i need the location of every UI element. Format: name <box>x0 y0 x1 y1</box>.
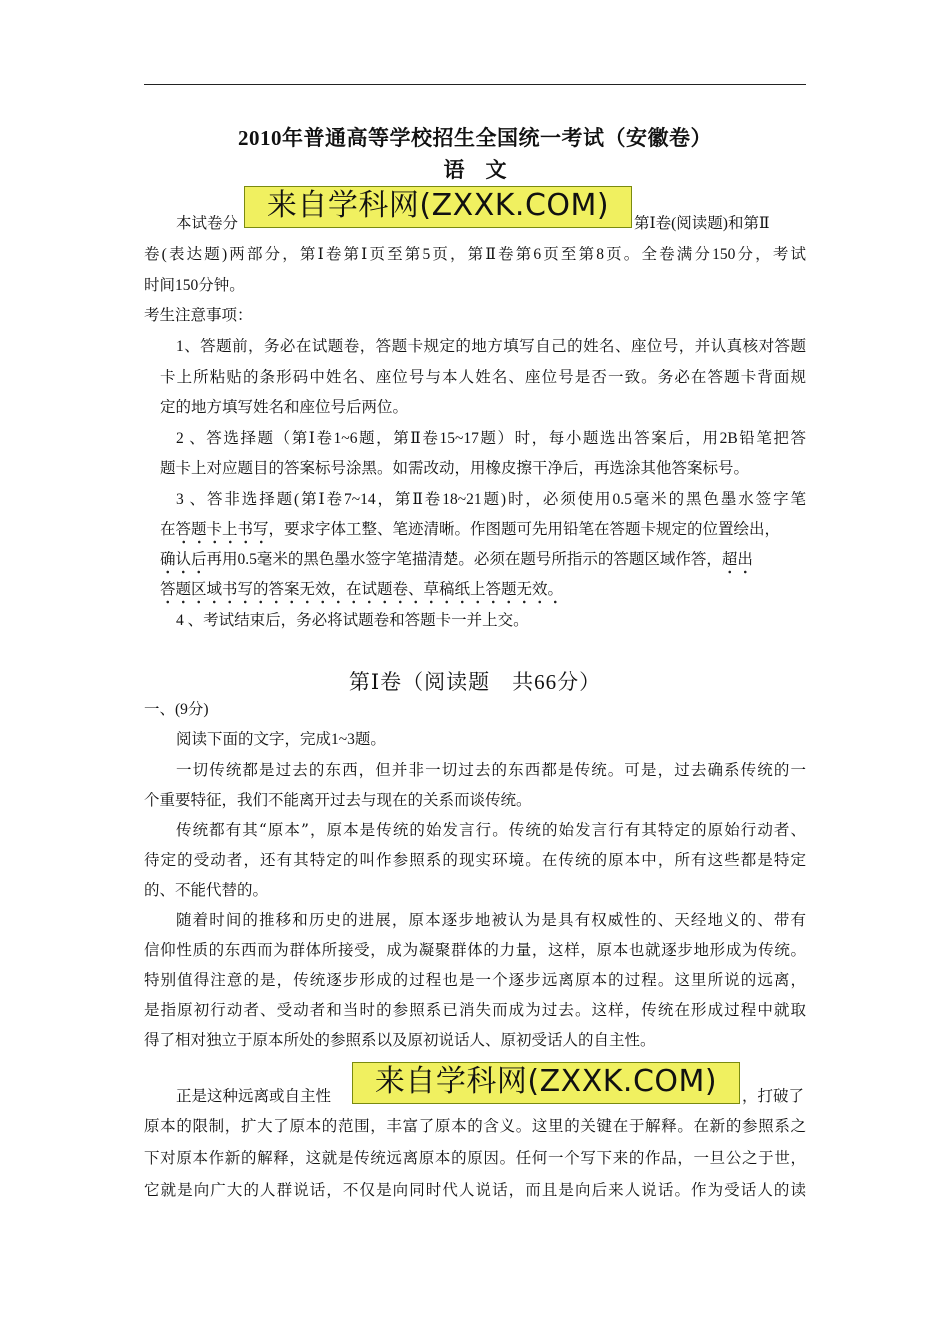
notice-item3-line4 <box>160 580 822 600</box>
notice-item3-line2-post: ，要求字体工整、笔迹清晰。作图题可先用铅笔在答题卡规定的位置绘出， <box>268 521 781 538</box>
intro-line-2: 卷(表达题)两部分，第Ⅰ卷第Ⅰ页至第5页，第Ⅱ卷第6页至第8页。全卷满分150分，考试 <box>144 246 806 263</box>
p3-line3: 特别值得注意的是，传统逐步形成的过程也是一个逐步远离原本的过程。这里所说的远离， <box>144 971 806 989</box>
notice-item4: 4 、考试结束后，务必将试题卷和答题卡一并上交。 <box>176 612 529 629</box>
notice-item2-line1: 2 、答选择题（第Ⅰ卷1~6题，第Ⅱ卷15~17题）时，每小题选出答案后，用2B铅笔把答 <box>176 430 806 447</box>
part-label: 一、(9分) <box>144 701 209 718</box>
notice-item2-line2: 题卡上对应题目的答案标号涂黑。如需改动，用橡皮擦干净后，再选涂其他答案标号。 <box>160 460 750 477</box>
notice-item3-line1: 3 、答非选择题(第Ⅰ卷7~14，第Ⅱ卷18~21题)时，必须使用0.5毫米的黑色墨水签字笔 <box>176 491 806 508</box>
p3-line5: 得了相对独立于原本所处的参照系以及原初说话人、原初受话人的自主性。 <box>144 1031 656 1049</box>
p2-line2: 待定的受动者，还有其特定的叫作参照系的现实环境。在传统的原本中，所有这些都是特定 <box>144 851 806 869</box>
subject-title: 语 文 <box>443 158 507 182</box>
p4-line1-pre: 正是这种远离或自主性 <box>176 1087 332 1105</box>
notice-item3-line3 <box>160 550 806 570</box>
emphasis-exceed: 超出 <box>722 551 753 575</box>
p4-line4: 它就是向广大的人群说话，不仅是向同时代人说话，而且是向后来人说话。作为受话人的读 <box>144 1181 806 1199</box>
intro-line-1-post: 第Ⅰ卷(阅读题)和第Ⅱ <box>634 215 770 232</box>
top-rule <box>144 84 806 85</box>
p2-line3: 的、不能代替的。 <box>144 881 269 899</box>
notice-item3-line2 <box>160 520 806 540</box>
notice-item3-line3-post: 再用0.5毫米的黑色墨水签字笔描清楚。必须在题号所指示的答题区域作答， <box>206 551 722 568</box>
emphasis-confirm: 确认后 <box>160 551 207 575</box>
p3-line4: 是指原初行动者、受动者和当时的参照系已消失而成为过去。这样，传统在形成过程中就取 <box>144 1001 806 1019</box>
page-title: 2010年普通高等学校招生全国统一考试（安徽卷） <box>238 126 712 150</box>
p4-line2: 原本的限制，扩大了原本的范围，丰富了原本的含义。这里的关键在于解释。在新的参照系之 <box>144 1117 806 1135</box>
emphasis-answer-card: 答题卡上书写 <box>176 521 269 545</box>
p3-line1: 随着时间的推移和历史的进展，原本逐步地被认为是具有权威性的、天经地义的、带有 <box>176 911 806 929</box>
watermark-badge-2: 来自学科网(ZXXK.COM) <box>352 1062 740 1104</box>
notice-item1-line2: 卡上所粘贴的条形码中姓名、座位号与本人姓名、座位号是否一致。务必在答题卡背面规 <box>160 369 806 386</box>
notice-item1-line3: 定的地方填写姓名和座位号后两位。 <box>160 399 409 416</box>
notice-heading: 考生注意事项： <box>144 307 253 324</box>
intro-line-3: 时间150分钟。 <box>144 277 245 294</box>
p2-line1: 传统都有其“原本”，原本是传统的始发言行。传统的始发言行有其特定的原始行动者、 <box>176 821 806 839</box>
p4-line3: 下对原本作新的解释，这就是传统远离原本的原因。任何一个写下来的作品，一旦公之于世， <box>144 1149 806 1167</box>
p4-line1-post: ，打破了 <box>742 1087 805 1105</box>
emphasis-invalid: 答题区域书写的答案无效，在试题卷、草稿纸上答题无效。 <box>160 581 563 605</box>
p1-line1: 一切传统都是过去的东西，但并非一切过去的东西都是传统。可是，过去确系传统的一 <box>176 761 806 779</box>
reading-instruction: 阅读下面的文字，完成1~3题。 <box>176 731 386 748</box>
notice-item1-line1: 1、答题前，务必在试题卷，答题卡规定的地方填写自己的姓名、座位号，并认真核对答题 <box>176 338 806 355</box>
intro-line-1-pre: 本试卷分 <box>176 215 239 232</box>
watermark-badge-1: 来自学科网(ZXXK.COM) <box>244 186 632 228</box>
section-title: 第Ⅰ卷（阅读题 共66分） <box>348 670 602 694</box>
p3-line2: 信仰性质的东西而为群体所接受，成为凝聚群体的力量，这样，原本也就逐步地形成为传统。 <box>144 941 806 959</box>
p1-line2: 个重要特征，我们不能离开过去与现在的关系而谈传统。 <box>144 791 532 809</box>
notice-item3-line2-pre: 在 <box>160 521 176 538</box>
